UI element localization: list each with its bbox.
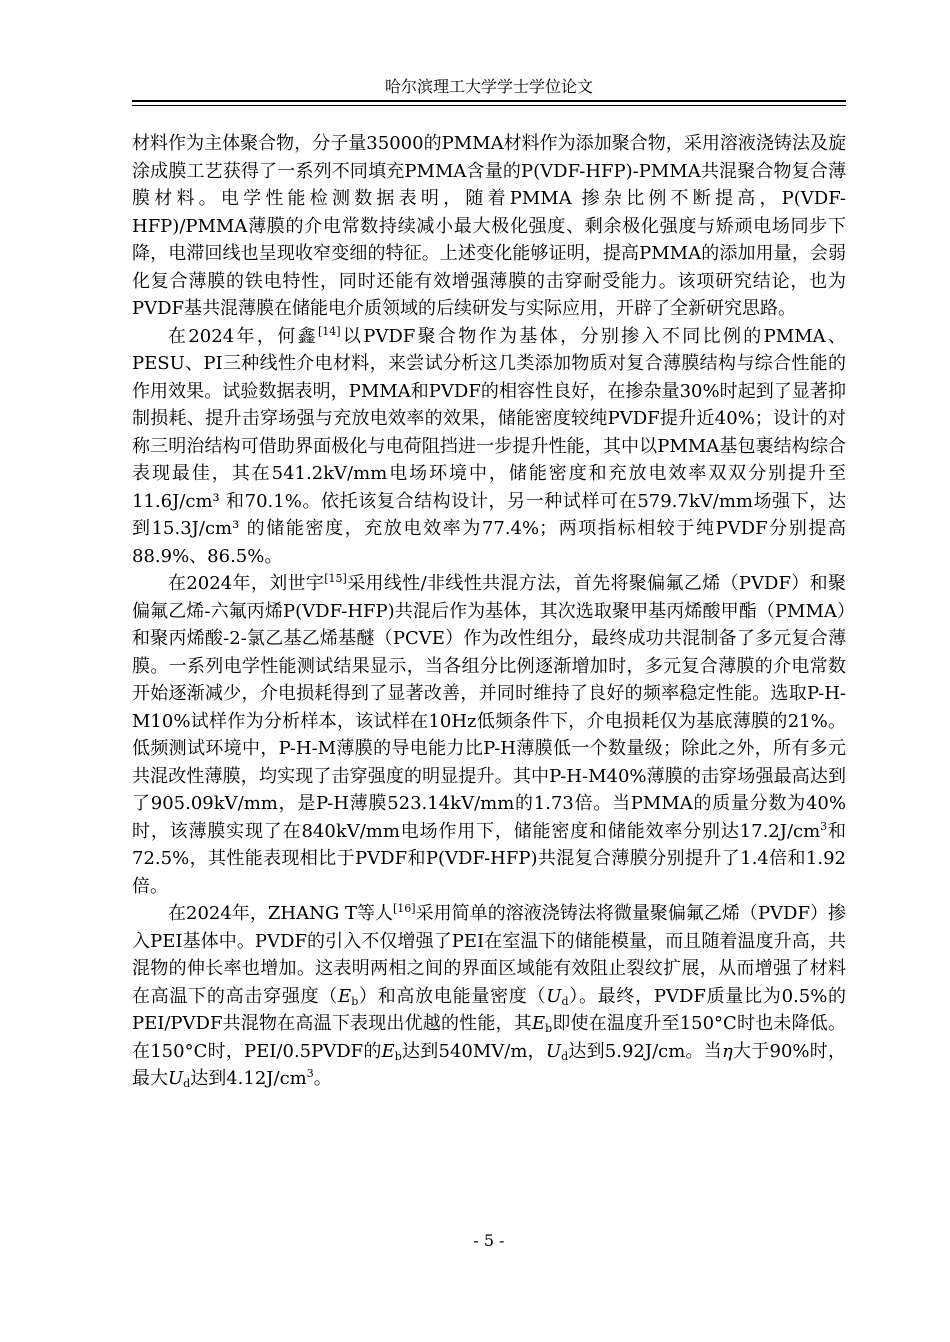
paragraph-text: 大于90%时，最大 <box>132 1040 846 1089</box>
symbol-E: E <box>381 1040 395 1062</box>
paragraph-text: 采用线性/非线性共混方法，首先将聚偏氟乙烯（PVDF）和聚偏氟乙烯-六氟丙烯P(VDF-HFP)共混后作为基体，其次选取聚甲基丙烯酸甲酯（PMMA）和聚丙烯酸-2-氯乙基乙烯基醚（PCVE）作为改性组分，最终成功共混制备了多元复合薄膜。一系列电学性能测试结果显示，当各组分比例逐渐增加时，多元复合薄膜的介电常数开始逐渐减少，介电损耗得到了显著改善，并同时维持了良好的频率稳定性能。选取P-H-M10%试样作为分析样本，该试样在10Hz低频条件下，介电损耗仅为基底薄膜的21%。低频测试环境中，P-H-M薄膜的导电能力比P-H薄膜低一个数量级；除此之外，所有多元共混改性薄膜，均实现了击穿强度的明显提升。其中P-H-M40%薄膜的击穿场强最高达到了905.09kV/mm，是P-H薄膜523.14kV/mm的1.73倍。当PMMA的质量分数为40%时，该薄膜实现了在840kV/mm电场作用下，储能密度和储能效率分别达17.2J/cm <box>132 573 846 842</box>
header-rule-thick <box>132 100 846 102</box>
superscript: 3 <box>820 819 828 833</box>
subscript: d <box>183 1077 191 1090</box>
paragraph-text: 达到540MV/m， <box>401 1040 546 1062</box>
subscript: b <box>394 1049 402 1063</box>
symbol-U: U <box>546 985 562 1007</box>
paragraph-2 <box>132 323 846 571</box>
paragraph-text: 。 <box>313 1068 332 1089</box>
page-header: 哈尔滨理工大学学士学位论文 <box>384 77 593 96</box>
citation-ref: [14] <box>317 324 341 338</box>
page-number: - 5 - <box>473 1231 505 1250</box>
subscript: b <box>545 1022 553 1035</box>
citation-ref: [15] <box>324 572 347 585</box>
subscript: d <box>561 994 569 1008</box>
paragraph-text: 在2024年，ZHANG T等人 <box>168 903 394 924</box>
superscript: 3 <box>306 1067 314 1080</box>
symbol-E: E <box>531 1013 546 1034</box>
paragraph-4 <box>132 900 846 1093</box>
paragraph-text: 在2024年，何鑫 <box>168 325 318 347</box>
paragraph-text: 达到5.92J/cm。当 <box>568 1040 723 1062</box>
paragraph-text: 以PVDF聚合物作为基体，分别掺入不同比例的PMMA、PESU、PI三种线性介电材料，来尝试分析这几类添加物质对复合薄膜结构与综合性能的作用效果。试验数据表明，PMMA和PVDF的相容性良好，在掺杂量30%时起到了显著抑制损耗、提升击穿场强与充放电效率的效果，储能密度较纯PVDF提升近40%；设计的对称三明治结构可借助界面极化与电荷阻挡进一步提升性能，其中以PMMA基包裹结构综合表现最佳，其在541.2kV/mm电场环境中，储能密度和充放电效率双双分别提升至11.6J/cm³ 和70.1%。依托该复合结构设计，另一种试样可在579.7kV/mm场强下，达到15.3J/cm³ 的储能密度，充放电效率为77.4%；两项指标相较于纯PVDF分别提高88.9%、86.5%。 <box>132 325 846 567</box>
paragraph-text: 采用简单的溶液浇铸法将微量聚偏氟乙烯（PVDF）掺入PEI基体中。PVDF的引入不仅增强了PEI在室温下的储能模量，而且随着温度升高，共混物的伸长率也增加。这表明两相之间的界面区域能有效阻止裂纹扩展，从而增强了材料在高温下的高击穿强度（ <box>132 903 847 1007</box>
paragraph-text: 在2024年，刘世宇 <box>168 573 325 594</box>
symbol-E: E <box>338 985 352 1007</box>
paragraph-3 <box>132 570 846 900</box>
symbol-U: U <box>545 1040 562 1062</box>
paragraph-text: ）和高放电能量密度（ <box>358 985 547 1007</box>
citation-ref: [16] <box>393 902 416 915</box>
paragraph-text: 达到4.12J/cm <box>190 1068 307 1089</box>
symbol-U: U <box>168 1068 184 1089</box>
paragraph-text: 和72.5%，其性能表现相比于PVDF和P(VDF-HFP)共混复合薄膜分别提升了1.4倍和1.92倍。 <box>132 820 847 897</box>
paragraph-text: 即使在温度升至150°C时也未降低。在150°C时，PEI/0.5PVDF的 <box>132 1013 846 1062</box>
body-text <box>132 130 846 1093</box>
subscript: d <box>561 1049 569 1063</box>
symbol-eta: η <box>722 1040 733 1062</box>
paragraph-text: ）。最终，PVDF质量比为0.5%的PEI/PVDF共混物在高温下表现出优越的性能，其 <box>132 985 847 1034</box>
paragraph-1 <box>132 130 846 323</box>
header-rule-thin <box>132 105 846 106</box>
subscript: b <box>351 994 359 1008</box>
paragraph-text: 材料作为主体聚合物，分子量35000的PMMA材料作为添加聚合物，采用溶液浇铸法及旋涂成膜工艺获得了一系列不同填充PMMA含量的P(VDF-HFP)-PMMA共混聚合物复合薄膜材料。电学性能检测数据表明，随着PMMA 掺杂比例不断提高，P(VDF-HFP)/PMMA薄膜的介电常数持续减小最大极化强度、剩余极化强度与矫顽电场同步下降，电滞回线也呈现收窄变细的特征。上述变化能够证明，提高PMMA的添加用量，会弱化复合薄膜的铁电特性，同时还能有效增强薄膜的击穿耐受能力。该项研究结论，也为PVDF基共混薄膜在储能电介质领域的后续研发与实际应用，开辟了全新研究思路。 <box>132 133 846 319</box>
